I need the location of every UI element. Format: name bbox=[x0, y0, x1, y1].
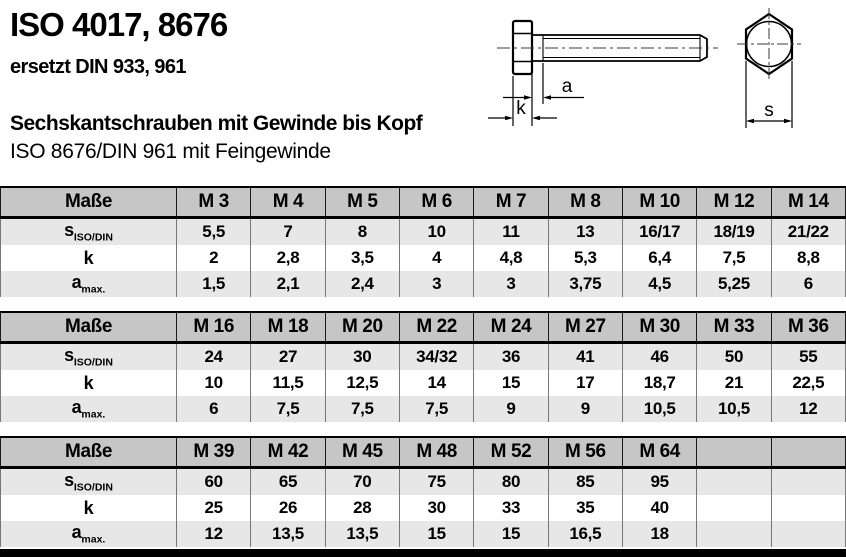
value-cell: 70 bbox=[325, 468, 399, 496]
value-cell: 30 bbox=[325, 343, 399, 371]
col-header-m20: M 20 bbox=[325, 312, 399, 343]
value-cell: 10,5 bbox=[622, 396, 696, 422]
value-cell: 80 bbox=[474, 468, 548, 496]
col-header-m36: M 36 bbox=[771, 312, 845, 343]
value-cell: 1,5 bbox=[177, 271, 251, 297]
value-cell: 46 bbox=[622, 343, 696, 371]
value-cell: 5,25 bbox=[697, 271, 771, 297]
col-header-empty bbox=[771, 437, 845, 468]
bolt-technical-drawing bbox=[478, 4, 846, 140]
col-header-m22: M 22 bbox=[399, 312, 473, 343]
col-header-m39: M 39 bbox=[177, 437, 251, 468]
row-label-k: k bbox=[1, 370, 177, 396]
value-cell: 40 bbox=[622, 495, 696, 521]
value-cell: 27 bbox=[251, 343, 325, 371]
value-cell: 3,75 bbox=[548, 271, 622, 297]
value-cell: 13,5 bbox=[251, 521, 325, 547]
value-cell: 6 bbox=[771, 271, 845, 297]
value-cell bbox=[771, 468, 845, 496]
spec-row-k bbox=[1, 495, 846, 521]
value-cell: 14 bbox=[399, 370, 473, 396]
dim-label-k: k bbox=[516, 98, 526, 119]
spec-row-k bbox=[1, 245, 846, 271]
value-cell: 6,4 bbox=[622, 245, 696, 271]
col-header-m12: M 12 bbox=[697, 187, 771, 218]
col-header-masse: Maße bbox=[1, 312, 177, 343]
bolt-side-view-icon bbox=[497, 21, 718, 74]
value-cell: 5,5 bbox=[177, 218, 251, 246]
col-header-m56: M 56 bbox=[548, 437, 622, 468]
dimension-arrows bbox=[505, 95, 792, 123]
value-cell: 36 bbox=[474, 343, 548, 371]
col-header-empty bbox=[697, 437, 771, 468]
value-cell: 34/32 bbox=[399, 343, 473, 371]
value-cell: 2 bbox=[177, 245, 251, 271]
col-header-m8: M 8 bbox=[548, 187, 622, 218]
spec-row-s bbox=[1, 343, 846, 371]
value-cell: 75 bbox=[399, 468, 473, 496]
value-cell: 13 bbox=[548, 218, 622, 246]
col-header-m42: M 42 bbox=[251, 437, 325, 468]
value-cell: 12 bbox=[771, 396, 845, 422]
row-label-a: $a_{max.}$ bbox=[1, 271, 177, 297]
col-header-m4: M 4 bbox=[251, 187, 325, 218]
value-cell bbox=[771, 495, 845, 521]
col-header-m18: M 18 bbox=[251, 312, 325, 343]
value-cell: 65 bbox=[251, 468, 325, 496]
col-header-m7: M 7 bbox=[474, 187, 548, 218]
col-header-m24: M 24 bbox=[474, 312, 548, 343]
value-cell: 7,5 bbox=[697, 245, 771, 271]
value-cell: 3 bbox=[399, 271, 473, 297]
col-header-masse: Maße bbox=[1, 187, 177, 218]
value-cell: 15 bbox=[474, 370, 548, 396]
value-cell: 41 bbox=[548, 343, 622, 371]
value-cell: 21 bbox=[697, 370, 771, 396]
spec-row-a bbox=[1, 396, 846, 422]
dim-label-s: s bbox=[764, 100, 774, 121]
col-header-m14: M 14 bbox=[771, 187, 845, 218]
value-cell bbox=[771, 521, 845, 547]
value-cell: 7,5 bbox=[251, 396, 325, 422]
value-cell: 2,1 bbox=[251, 271, 325, 297]
spec-row-k bbox=[1, 370, 846, 396]
value-cell: 15 bbox=[474, 521, 548, 547]
page-title: ISO 4017, 8676 bbox=[10, 6, 228, 43]
col-header-m16: M 16 bbox=[177, 312, 251, 343]
col-header-m5: M 5 bbox=[325, 187, 399, 218]
col-header-m33: M 33 bbox=[697, 312, 771, 343]
value-cell: 3 bbox=[474, 271, 548, 297]
col-header-m10: M 10 bbox=[622, 187, 696, 218]
row-label-s: $s_{ISO/DIN}$ bbox=[1, 343, 177, 371]
value-cell: 18,7 bbox=[622, 370, 696, 396]
value-cell: 12,5 bbox=[325, 370, 399, 396]
value-cell: 16,5 bbox=[548, 521, 622, 547]
value-cell: 4,8 bbox=[474, 245, 548, 271]
row-label-a: $a_{max.}$ bbox=[1, 521, 177, 547]
value-cell: 85 bbox=[548, 468, 622, 496]
spec-row-s bbox=[1, 218, 846, 246]
col-header-m52: M 52 bbox=[474, 437, 548, 468]
value-cell: 8 bbox=[325, 218, 399, 246]
row-label-k: k bbox=[1, 495, 177, 521]
value-cell: 7,5 bbox=[399, 396, 473, 422]
value-cell: 10,5 bbox=[697, 396, 771, 422]
spec-row-s bbox=[1, 468, 846, 496]
value-cell: 60 bbox=[177, 468, 251, 496]
col-header-m6: M 6 bbox=[399, 187, 473, 218]
spec-row-a bbox=[1, 521, 846, 547]
value-cell: 10 bbox=[177, 370, 251, 396]
value-cell: 12 bbox=[177, 521, 251, 547]
spec-table-1 bbox=[0, 186, 846, 297]
value-cell: 4 bbox=[399, 245, 473, 271]
value-cell bbox=[697, 468, 771, 496]
value-cell: 4,5 bbox=[622, 271, 696, 297]
spec-table-2 bbox=[0, 311, 846, 422]
page-subtitle: ersetzt DIN 933, 961 bbox=[10, 56, 186, 78]
row-label-a: $a_{max.}$ bbox=[1, 396, 177, 422]
value-cell: 16/17 bbox=[622, 218, 696, 246]
row-label-k: k bbox=[1, 245, 177, 271]
value-cell: 11 bbox=[474, 218, 548, 246]
value-cell: 30 bbox=[399, 495, 473, 521]
value-cell: 50 bbox=[697, 343, 771, 371]
value-cell: 9 bbox=[548, 396, 622, 422]
value-cell: 18/19 bbox=[697, 218, 771, 246]
value-cell: 35 bbox=[548, 495, 622, 521]
spec-row-a bbox=[1, 271, 846, 297]
col-header-m3: M 3 bbox=[177, 187, 251, 218]
col-header-m64: M 64 bbox=[622, 437, 696, 468]
value-cell: 6 bbox=[177, 396, 251, 422]
col-header-m48: M 48 bbox=[399, 437, 473, 468]
value-cell bbox=[697, 521, 771, 547]
col-header-m45: M 45 bbox=[325, 437, 399, 468]
value-cell: 26 bbox=[251, 495, 325, 521]
value-cell: 95 bbox=[622, 468, 696, 496]
value-cell: 2,4 bbox=[325, 271, 399, 297]
value-cell: 55 bbox=[771, 343, 845, 371]
value-cell: 13,5 bbox=[325, 521, 399, 547]
value-cell: 7,5 bbox=[325, 396, 399, 422]
value-cell: 17 bbox=[548, 370, 622, 396]
row-label-s: $s_{ISO/DIN}$ bbox=[1, 218, 177, 246]
col-header-m30: M 30 bbox=[622, 312, 696, 343]
value-cell: 33 bbox=[474, 495, 548, 521]
col-header-masse: Maße bbox=[1, 437, 177, 468]
value-cell: 11,5 bbox=[251, 370, 325, 396]
spec-table-3 bbox=[0, 436, 846, 547]
bottom-rule bbox=[0, 549, 846, 557]
value-cell: 5,3 bbox=[548, 245, 622, 271]
value-cell: 21/22 bbox=[771, 218, 845, 246]
col-header-m27: M 27 bbox=[548, 312, 622, 343]
product-heading: Sechskantschrauben mit Gewinde bis Kopf bbox=[10, 112, 423, 135]
value-cell: 18 bbox=[622, 521, 696, 547]
value-cell: 8,8 bbox=[771, 245, 845, 271]
value-cell: 28 bbox=[325, 495, 399, 521]
row-label-s: $s_{ISO/DIN}$ bbox=[1, 468, 177, 496]
value-cell: 2,8 bbox=[251, 245, 325, 271]
value-cell: 22,5 bbox=[771, 370, 845, 396]
value-cell: 3,5 bbox=[325, 245, 399, 271]
dim-label-a: a bbox=[561, 76, 573, 97]
product-subheading: ISO 8676/DIN 961 mit Feingewinde bbox=[10, 140, 331, 163]
value-cell: 10 bbox=[399, 218, 473, 246]
value-cell bbox=[697, 495, 771, 521]
value-cell: 25 bbox=[177, 495, 251, 521]
value-cell: 15 bbox=[399, 521, 473, 547]
value-cell: 9 bbox=[474, 396, 548, 422]
value-cell: 24 bbox=[177, 343, 251, 371]
value-cell: 7 bbox=[251, 218, 325, 246]
